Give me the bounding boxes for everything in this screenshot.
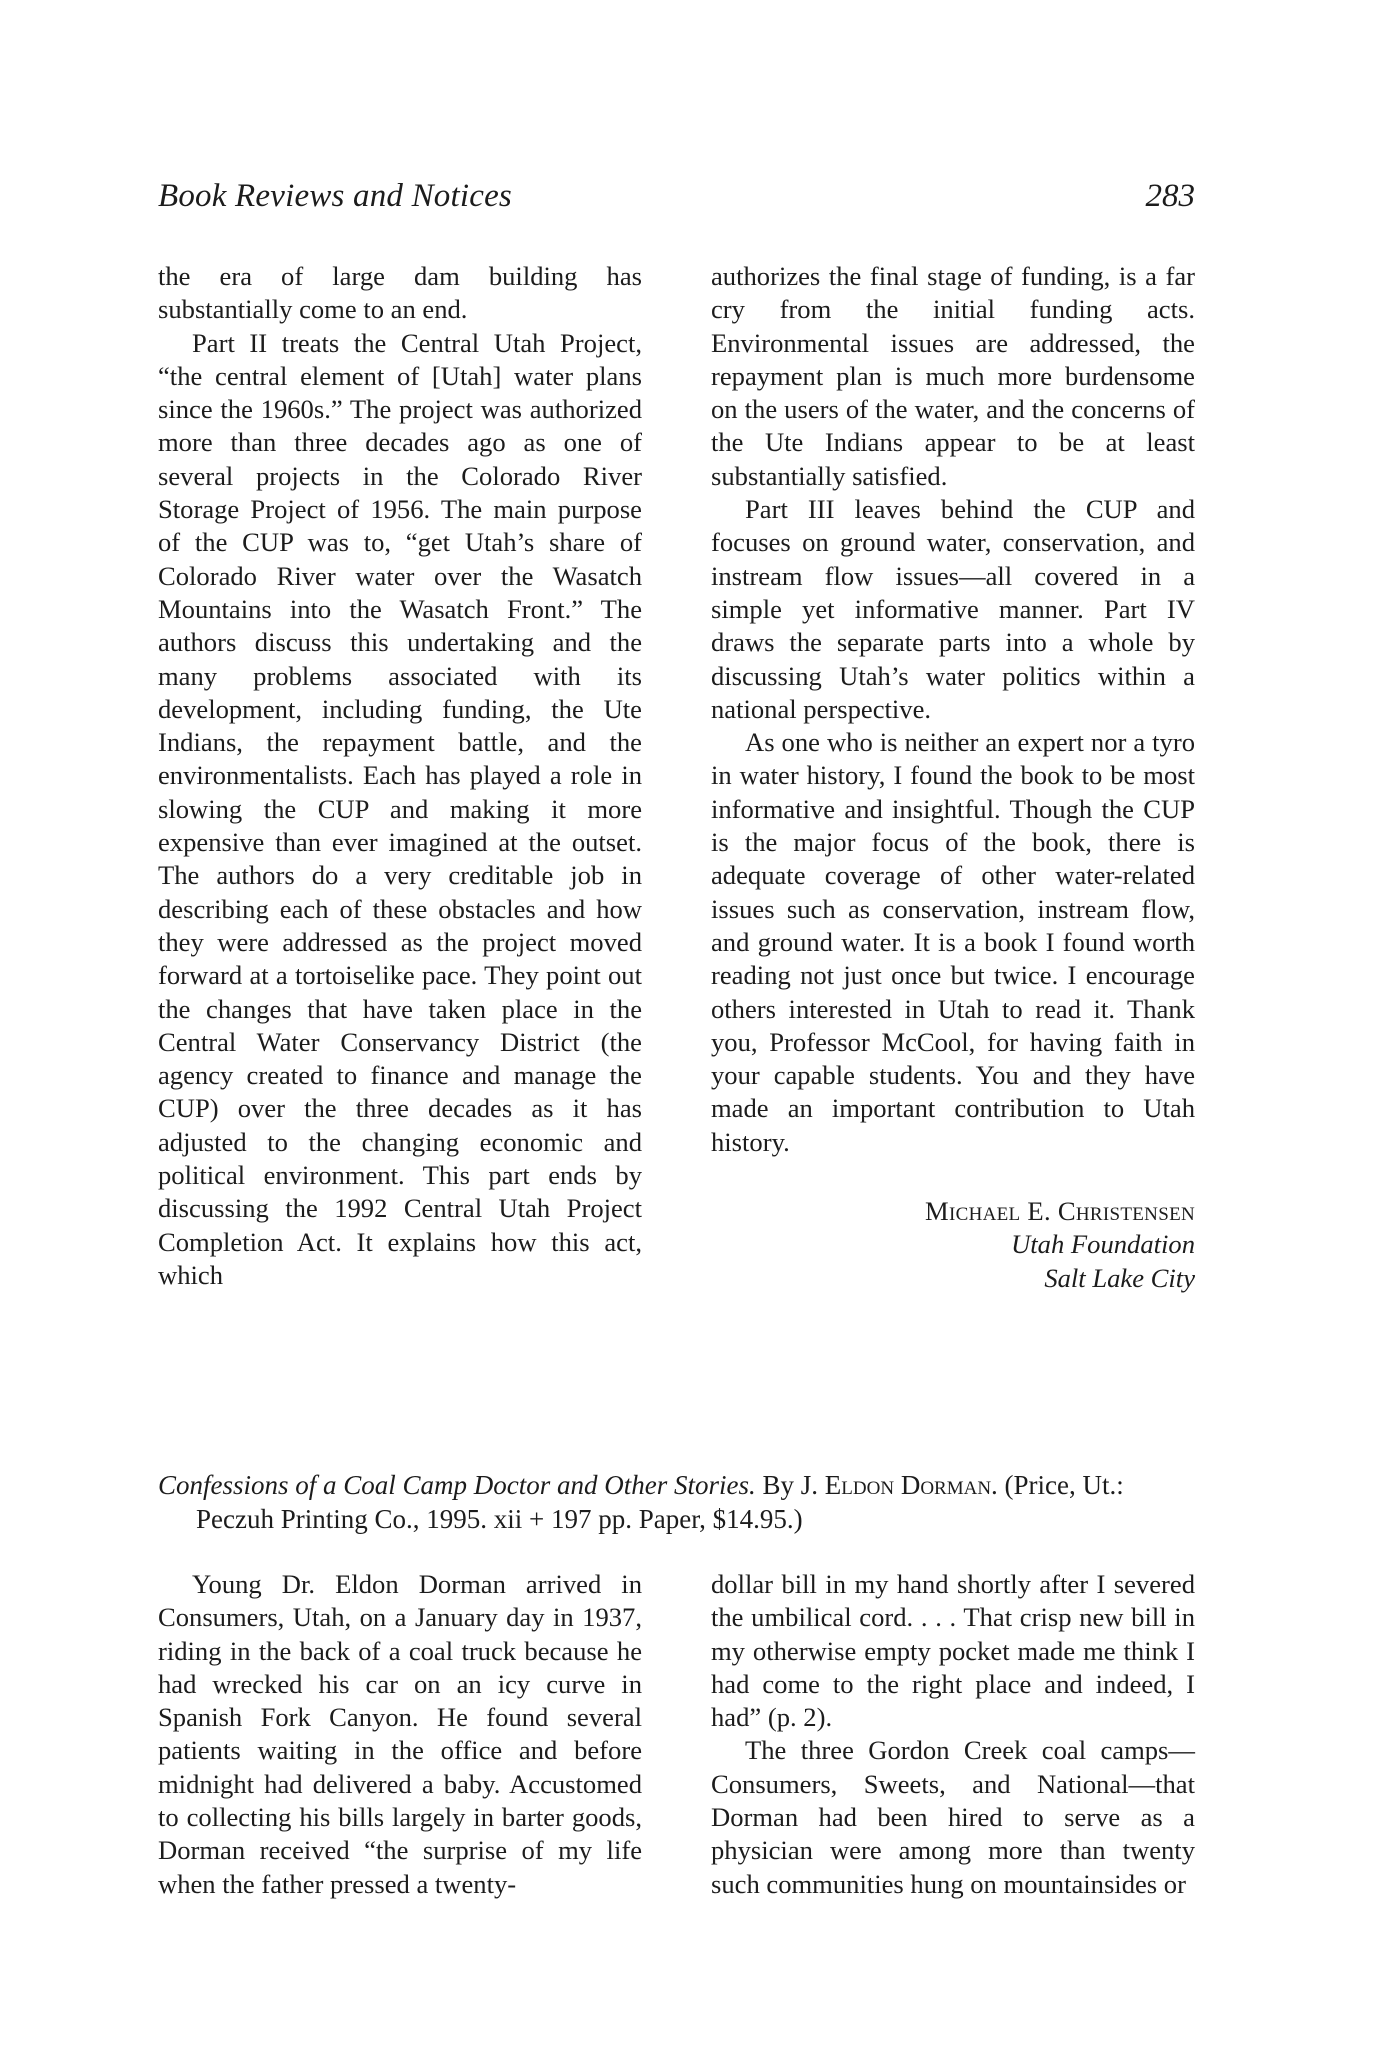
- paragraph: Young Dr. Eldon Dorman arrived in Consumers, Utah, on a January day in 1937, riding in the back of a coal truck because he had wrecked his car on an icy curve in Spanish Fork Canyon. He found several patients waiting in the office and before midnight had delivered a baby. Accustomed to collecting his bills largely in barter goods, Dorman received “the surprise of my life when the father pressed a twenty-: [158, 1569, 642, 1899]
- paragraph: dollar bill in my hand shortly after I severed the umbilical cord. . . . That crisp new bill in my otherwise empty pocket made me think I had come to the right place and indeed, I had” (p. 2).: [711, 1569, 1195, 1733]
- page-number: 283: [1145, 178, 1195, 214]
- running-title: Book Reviews and Notices: [158, 178, 512, 214]
- review-2-left-column: [158, 1568, 642, 1901]
- paragraph: authorizes the final stage of funding, is a far cry from the initial funding acts. Environmental issues are addressed, the repayment plan is much more burdensome on the users of the water, and the concerns of the Ute Indians appear to be at least substantially satisfied.: [711, 261, 1195, 491]
- review-2-right-column: [711, 1568, 1195, 1901]
- review-1-left-column: [158, 260, 642, 1292]
- book-author: J. Eldon Dorman.: [800, 1470, 998, 1500]
- review-1-right-column: [711, 260, 1195, 1295]
- publication-info: (Price, Ut.: Peczuh Printing Co., 1995. xii + 197 pp. Paper, $14.95.): [196, 1470, 1124, 1534]
- reviewer-signature: [711, 1195, 1195, 1295]
- reviewer-name: Michael E. Christensen: [925, 1196, 1195, 1227]
- book-title: Confessions of a Coal Camp Doctor and Other Stories.: [158, 1470, 756, 1500]
- paragraph: the era of large dam building has substantially come to an end.: [158, 261, 642, 325]
- citation-by: By: [762, 1470, 795, 1500]
- paragraph: Part II treats the Central Utah Project, “the central element of [Utah] water plans since the 1960s.” The project was authorized more than three decades ago as one of several projects in the Colorado River Storage Project of 1956. The main purpose of the CUP was to, “get Utah’s share of Colorado River water over the Wasatch Mountains into the Wasatch Front.” The authors discuss this undertaking and the many problems associated with its development, including funding, the Ute Indians, the repayment battle, and the environmentalists. Each has played a role in slowing the CUP and making it more expensive than ever imagined at the outset. The authors do a very creditable job in describing each of these obstacles and how they were addressed as the project moved forward at a tortoiselike pace. They point out the changes that have taken place in the Central Water Conservancy District (the agency created to finance and manage the CUP) over the three decades as it has adjusted to the changing economic and political environment. This part ends by discussing the 1992 Central Utah Project Completion Act. It explains how this act, which: [158, 327, 642, 1290]
- paragraph: Part III leaves behind the CUP and focuses on ground water, conservation, and instream flow issues—all covered in a simple yet informative manner. Part IV draws the separate parts into a whole by discussing Utah’s water politics within a national perspective.: [711, 494, 1195, 724]
- running-head: [158, 178, 1195, 222]
- review-2-body: [158, 1568, 1195, 1948]
- review-1-body: [158, 260, 1195, 1380]
- paragraph: As one who is neither an expert nor a tyro in water history, I found the book to be most informative and insightful. Though the CUP is the major focus of the book, there is adequate coverage of other water-related issues such as conservation, instream flow, and ground water. It is a book I found worth reading not just once but twice. I encourage others interested in Utah to read it. Thank you, Professor McCool, for having faith in your capable students. You and they have made an important contribution to Utah history.: [711, 727, 1195, 1157]
- book-page: [158, 0, 1195, 2055]
- paragraph: The three Gordon Creek coal camps—Consumers, Sweets, and National—that Dorman had been hired to serve as a physician were among more than twenty such communities hung on mountainsides or: [711, 1735, 1195, 1899]
- reviewer-location: Salt Lake City: [1044, 1262, 1195, 1293]
- reviewer-organization: Utah Foundation: [1011, 1229, 1195, 1260]
- book-citation: [158, 1468, 1195, 1536]
